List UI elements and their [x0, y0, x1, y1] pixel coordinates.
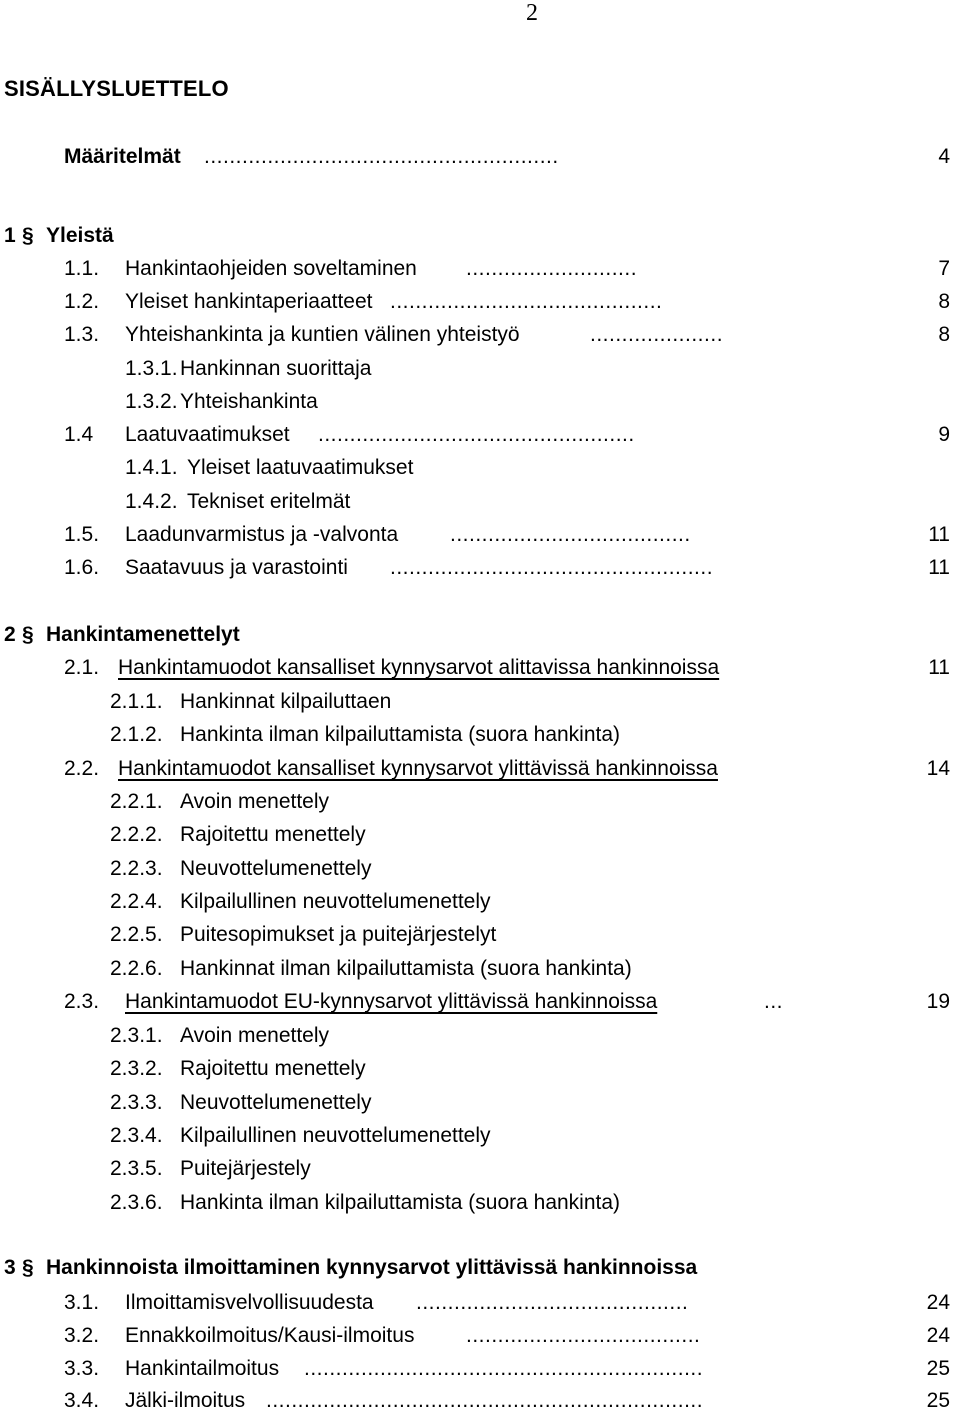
toc-entry-number: 1.3.1. [125, 357, 178, 380]
section-mark: § [22, 224, 34, 247]
toc-entry[interactable] [0, 520, 960, 550]
toc-entry-page: 14 [926, 757, 950, 780]
toc-entry-label: Hankintaohjeiden soveltaminen [125, 257, 417, 280]
toc-title: SISÄLLYSLUETTELO [4, 76, 229, 101]
toc-entry[interactable] [0, 254, 960, 284]
toc-entry-label: Jälki-ilmoitus [125, 1389, 246, 1412]
toc-entry[interactable] [0, 754, 960, 784]
toc-entry-dots: ... [764, 990, 784, 1013]
toc-entry-number: 3.4. [64, 1389, 100, 1412]
toc-entry-number: 1.3.2. [125, 390, 178, 413]
toc-entry[interactable] [0, 487, 960, 517]
toc-entry-number: 1.5. [64, 523, 100, 546]
section-number: 3 [4, 1256, 16, 1279]
toc-entry-page: 11 [928, 556, 950, 579]
toc-entry-dots: ..................... [590, 323, 724, 346]
toc-entry-number: 1.2. [64, 290, 100, 313]
toc-entry[interactable] [0, 287, 960, 317]
toc-entry-label: Yleiset laatuvaatimukset [187, 456, 414, 479]
toc-entry-label: Puitejärjestely [180, 1157, 311, 1180]
toc-entry-label: Neuvottelumenettely [180, 857, 372, 880]
toc-entry-label: Hankinnat ilman kilpailuttamista (suora hankinta) [180, 957, 632, 980]
section-mark: § [22, 623, 34, 646]
toc-entry-label: Ennakkoilmoitus/Kausi-ilmoitus [125, 1324, 415, 1347]
toc-entry-dots: ...................................... [450, 523, 691, 546]
toc-entry-number: 1.4.1. [125, 456, 178, 479]
toc-entry[interactable] [0, 1154, 960, 1184]
toc-entry-number: 2.1. [64, 656, 100, 679]
toc-entry[interactable] [0, 787, 960, 817]
toc-entry-dots: ........................................................ [204, 145, 559, 168]
toc-entry-number: 2.2.3. [110, 857, 163, 880]
toc-entry-number: 2.3.2. [110, 1057, 163, 1080]
toc-entry-label: Hankinta ilman kilpailuttamista (suora hankinta) [180, 1191, 621, 1214]
toc-entry[interactable] [0, 1354, 960, 1384]
toc-entry-number: 2.1.2. [110, 723, 163, 746]
toc-entry-number: 3.1. [64, 1291, 100, 1314]
toc-entry-page: 8 [938, 290, 950, 313]
toc-entry-label: Yhteishankinta [180, 390, 318, 413]
toc-entry-label: Hankinta ilman kilpailuttamista (suora hankinta) [180, 723, 621, 746]
toc-entry-dots: ..................................................................... [266, 1389, 704, 1412]
toc-entry-number: 1.3. [64, 323, 100, 346]
toc-entry-dots: ............................................................... [304, 1357, 704, 1380]
toc-entry-page: 11 [928, 656, 950, 679]
toc-entry-dots: ..................................... [466, 1324, 701, 1347]
section-label: Hankinnoista ilmoittaminen kynnysarvot ylittävissä hankinnoissa [46, 1256, 698, 1279]
toc-entry[interactable] [0, 320, 960, 350]
toc-entry-number: 2.2.4. [110, 890, 163, 913]
toc-entry-page: 9 [938, 423, 950, 446]
toc-entry-label: Kilpailullinen neuvottelumenettely [180, 890, 491, 913]
toc-entry-label: Rajoitettu menettely [180, 1057, 366, 1080]
toc-entry-number: 2.3.6. [110, 1191, 163, 1214]
section-heading-1[interactable] [0, 221, 960, 251]
section-heading-3[interactable] [0, 1253, 960, 1283]
toc-entry-page: 8 [938, 323, 950, 346]
toc-entry[interactable] [0, 1121, 960, 1151]
section-label: Hankintamenettelyt [46, 623, 240, 646]
toc-entry-definitions[interactable] [0, 142, 960, 172]
toc-entry-label: Kilpailullinen neuvottelumenettely [180, 1124, 491, 1147]
toc-entry[interactable] [0, 920, 960, 950]
toc-entry-number: 2.2. [64, 757, 100, 780]
toc-entry-number: 2.2.6. [110, 957, 163, 980]
toc-entry-page: 24 [926, 1291, 950, 1314]
toc-entry-label: Laadunvarmistus ja -valvonta [125, 523, 399, 546]
toc-entry-number: 1.4 [64, 423, 94, 446]
toc-entry-label: Hankintamuodot kansalliset kynnysarvot ylittävissä hankinnoissa [118, 757, 718, 780]
toc-entry[interactable] [0, 653, 960, 683]
toc-entry-label: Hankinnat kilpailuttaen [180, 690, 392, 713]
section-number: 1 [4, 224, 16, 247]
toc-entry[interactable] [0, 720, 960, 750]
toc-entry-number: 2.3.5. [110, 1157, 163, 1180]
toc-entry-number: 2.2.1. [110, 790, 163, 813]
toc-entry[interactable] [0, 1188, 960, 1218]
toc-entry-label: Tekniset eritelmät [187, 490, 351, 513]
toc-entry-label: Hankintamuodot EU-kynnysarvot ylittävissä hankinnoissa [125, 990, 658, 1013]
toc-entry[interactable] [0, 1288, 960, 1318]
toc-entry-number: 3.2. [64, 1324, 100, 1347]
toc-entry-page: 4 [938, 145, 950, 168]
toc-entry-number: 2.2.2. [110, 823, 163, 846]
toc-entry[interactable] [0, 887, 960, 917]
toc-entry-page: 25 [926, 1389, 950, 1412]
toc-entry-dots: ........................... [466, 257, 638, 280]
toc-entry-label: Hankintamuodot kansalliset kynnysarvot alittavissa hankinnoissa [118, 656, 720, 679]
toc-entry-label: Yleiset hankintaperiaatteet [125, 290, 373, 313]
toc-entry-dots: .................................................. [318, 423, 635, 446]
toc-entry-label: Rajoitettu menettely [180, 823, 366, 846]
toc-entry-page: 7 [938, 257, 950, 280]
toc-entry-page: 25 [926, 1357, 950, 1380]
toc-entry-label: Saatavuus ja varastointi [125, 556, 348, 579]
toc-entry-label: Ilmoittamisvelvollisuudesta [125, 1291, 374, 1314]
toc-entry-label: Neuvottelumenettely [180, 1091, 372, 1114]
toc-entry-number: 2.3.1. [110, 1024, 163, 1047]
toc-entry[interactable] [0, 1021, 960, 1051]
toc-entry[interactable] [0, 854, 960, 884]
toc-entry-number: 1.1. [64, 257, 100, 280]
section-number: 2 [4, 623, 16, 646]
toc-entry-number: 2.2.5. [110, 923, 163, 946]
toc-entry-number: 2.3. [64, 990, 100, 1013]
toc-entry[interactable] [0, 820, 960, 850]
toc-entry[interactable] [0, 687, 960, 717]
toc-entry[interactable] [0, 553, 960, 583]
toc-entry-label: Hankintailmoitus [125, 1357, 280, 1380]
toc-entry[interactable] [0, 453, 960, 483]
toc-entry-page: 19 [926, 990, 950, 1013]
toc-entry-number: 2.3.3. [110, 1091, 163, 1114]
toc-entry-page: 24 [926, 1324, 950, 1347]
toc-entry[interactable] [0, 954, 960, 984]
toc-entry-page: 11 [928, 523, 950, 546]
toc-entry-dots: ........................................... [416, 1291, 689, 1314]
toc-entry[interactable] [0, 387, 960, 417]
toc-entry[interactable] [0, 1054, 960, 1084]
toc-entry-label: Avoin menettely [180, 1024, 330, 1047]
toc-entry[interactable] [0, 987, 960, 1017]
toc-entry-number: 1.6. [64, 556, 100, 579]
section-mark: § [22, 1256, 34, 1279]
toc-entry-label: Yhteishankinta ja kuntien välinen yhteistyö [125, 323, 520, 346]
toc-entry-label: Puitesopimukset ja puitejärjestelyt [180, 923, 497, 946]
toc-entry[interactable] [0, 1321, 960, 1351]
toc-entry-label: Hankinnan suorittaja [180, 357, 372, 380]
toc-entry-number: 2.1.1. [110, 690, 163, 713]
toc-entry-label: Avoin menettely [180, 790, 330, 813]
toc-entry[interactable] [0, 1088, 960, 1118]
toc-entry-dots: ................................................... [390, 556, 714, 579]
section-label: Yleistä [46, 224, 114, 247]
toc-entry[interactable] [0, 1386, 960, 1416]
toc-entry-number: 1.4.2. [125, 490, 178, 513]
toc-entry-label: Määritelmät [64, 145, 181, 168]
toc-entry-number: 2.3.4. [110, 1124, 163, 1147]
toc-entry-label: Laatuvaatimukset [125, 423, 290, 446]
page-number: 2 [526, 0, 538, 26]
toc-entry[interactable] [0, 354, 960, 384]
toc-entry-dots: ........................................... [390, 290, 663, 313]
toc-entry-number: 3.3. [64, 1357, 100, 1380]
section-heading-2[interactable] [0, 620, 960, 650]
toc-entry[interactable] [0, 420, 960, 450]
